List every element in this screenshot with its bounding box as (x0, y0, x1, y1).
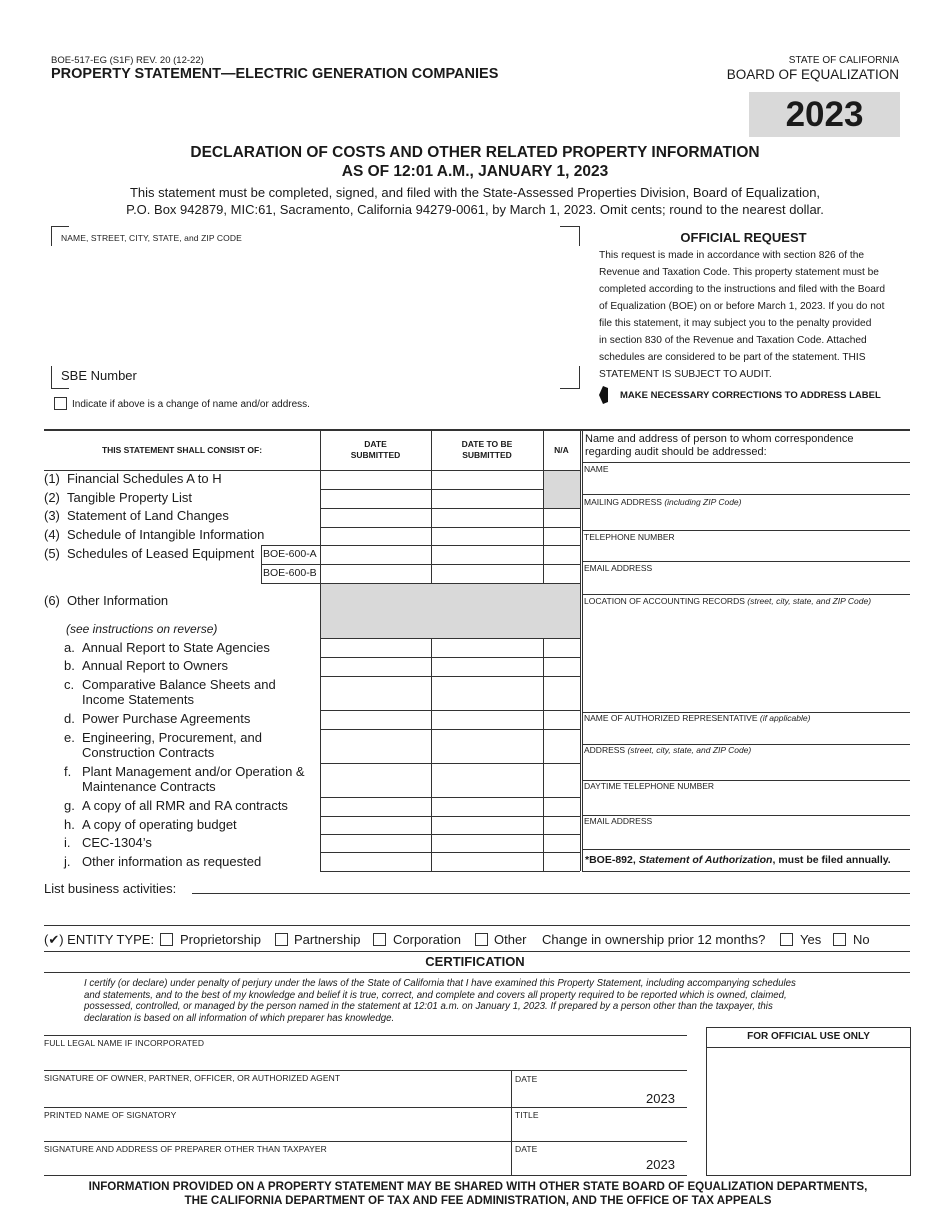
corporation-checkbox[interactable] (373, 933, 386, 946)
partnership-checkbox[interactable] (275, 933, 288, 946)
proprietorship-label: Proprietorship (180, 932, 261, 947)
boe-892-note: *BOE-892, Statement of Authorization, must be filed annually. (585, 854, 891, 866)
telephone-field[interactable]: TELEPHONE NUMBER (584, 532, 675, 542)
state-label: STATE OF CALIFORNIA (788, 55, 899, 66)
daytime-telephone-field[interactable]: DAYTIME TELEPHONE NUMBER (584, 781, 715, 791)
pointer-arrow-icon (598, 386, 610, 404)
declaration-title: DECLARATION OF COSTS AND OTHER RELATED PROPERTY INFORMATION (190, 144, 760, 161)
business-activities-label: List business activities: (44, 881, 177, 896)
footer-notice: INFORMATION PROVIDED ON A PROPERTY STATEMENT MAY BE SHARED WITH OTHER STATE BOARD OF EQUALIZATION DEPARTMENTS, (88, 1180, 868, 1193)
see-instructions: (see instructions on reverse) (66, 622, 218, 636)
entity-type-label: (✔) ENTITY TYPE: (44, 932, 155, 947)
no-label: No (853, 932, 870, 947)
boe-600-b-label: BOE-600-B (263, 567, 317, 579)
form-title: PROPERTY STATEMENT—ELECTRIC GENERATION COMPANIES (51, 66, 499, 82)
preparer-date-year[interactable]: 2023 (646, 1157, 675, 1172)
ownership-no-checkbox[interactable] (833, 933, 846, 946)
year-box: 2023 (749, 92, 900, 137)
official-use-title: FOR OFFICIAL USE ONLY (747, 1031, 870, 1042)
consist-header: THIS STATEMENT SHALL CONSIST OF: (101, 445, 263, 455)
proprietorship-checkbox[interactable] (160, 933, 173, 946)
boe-600-a-label: BOE-600-A (263, 548, 317, 560)
corporation-label: Corporation (393, 932, 461, 947)
email-field[interactable]: EMAIL ADDRESS (584, 563, 653, 573)
other-checkbox[interactable] (475, 933, 488, 946)
date-year[interactable]: 2023 (646, 1091, 675, 1106)
correspondence-header: Name and address of person to whom correspondence regarding audit should be addressed: (585, 433, 854, 458)
legal-name-field[interactable]: FULL LEGAL NAME IF INCORPORATED (44, 1038, 205, 1048)
authorized-rep-field[interactable]: NAME OF AUTHORIZED REPRESENTATIVE (if applicable) (584, 713, 811, 723)
filing-instructions: This statement must be completed, signed, and filed with the State-Assessed Properties Division, Board of Equalization, (129, 185, 821, 200)
declaration-date: AS OF 12:01 A.M., JANUARY 1, 2023 (341, 163, 609, 180)
partnership-label: Partnership (294, 932, 361, 947)
title-field[interactable]: TITLE (515, 1110, 539, 1120)
ownership-change-question: Change in ownership prior 12 months? (542, 932, 766, 947)
change-address-label: Indicate if above is a change of name and/or address. (72, 399, 310, 410)
other-info-shaded-cell (321, 584, 580, 638)
na-header: N/A (554, 445, 569, 455)
form-id: BOE-517-EG (S1F) REV. 20 (12-22) (51, 55, 204, 66)
yes-label: Yes (800, 932, 822, 947)
printed-name-field[interactable]: PRINTED NAME OF SIGNATORY (44, 1110, 177, 1120)
name-field[interactable]: NAME (584, 464, 609, 474)
filing-instructions-2: P.O. Box 942879, MIC:61, Sacramento, California 94279-0061, by March 1, 2023. Omit cents; round to the nearest dollar. (126, 202, 824, 217)
date-to-be-submitted-header: DATE TO BE SUBMITTED (461, 439, 513, 460)
signature-owner-field[interactable]: SIGNATURE OF OWNER, PARTNER, OFFICER, OR AUTHORIZED AGENT (44, 1073, 341, 1083)
sbe-number-label: SBE Number (61, 368, 137, 383)
preparer-signature-field[interactable]: SIGNATURE AND ADDRESS OF PREPARER OTHER THAN TAXPAYER (44, 1144, 327, 1154)
certification-title: CERTIFICATION (425, 954, 525, 969)
footer-notice-2: THE CALIFORNIA DEPARTMENT OF TAX AND FEE ADMINISTRATION, AND THE OFFICE OF TAX APPEALS (184, 1194, 772, 1207)
date-submitted-header: DATE SUBMITTED (350, 439, 401, 460)
official-use-box (706, 1027, 911, 1176)
na-shaded-cell (544, 471, 580, 508)
certification-text: I certify (or declare) under penalty of perjury under the laws of the State of California that I have examined this Property Statement, including accompanying schedules and statements, and to the best of my knowledge and belief it is true, correct, and complete and covers all property required to be reported which is owned, claimed, possessed, controlled, or managed by the person named in the statement at 12:01 a.m. on January 1, 2023. If prepared by a person other than the taxpayer, this declaration is based on all information of which preparer has knowledge. (84, 978, 796, 1024)
preparer-date-label: DATE (515, 1144, 538, 1154)
official-request-title: OFFICIAL REQUEST (680, 230, 807, 245)
rep-email-field[interactable]: EMAIL ADDRESS (584, 816, 653, 826)
change-address-checkbox[interactable] (54, 397, 67, 410)
other-label: Other (494, 932, 527, 947)
rep-address-field[interactable]: ADDRESS (street, city, state, and ZIP Code) (584, 745, 752, 755)
business-activities-field[interactable] (192, 893, 910, 894)
board-label: BOARD OF EQUALIZATION (726, 67, 899, 82)
date-label: DATE (515, 1074, 538, 1084)
official-request-text: This request is made in accordance with section 826 of the Revenue and Taxation Code. This property statement must be completed according to the instructions and filed with the Board of Equalization (BOE) on or before March 1, 2023. If you do not file this statement, it may subject you to the penalty provided in section 830 of the Revenue and Taxation Code. Attached schedules are considered to be part of the statement. THIS STATEMENT IS SUBJECT TO AUDIT. (599, 250, 885, 380)
corrections-note: MAKE NECESSARY CORRECTIONS TO ADDRESS LABEL (620, 390, 881, 401)
accounting-records-field[interactable]: LOCATION OF ACCOUNTING RECORDS (street, city, state, and ZIP Code) (584, 596, 872, 606)
address-label: NAME, STREET, CITY, STATE, and ZIP CODE (61, 233, 242, 243)
mailing-address-field[interactable]: MAILING ADDRESS (including ZIP Code) (584, 497, 742, 507)
ownership-yes-checkbox[interactable] (780, 933, 793, 946)
